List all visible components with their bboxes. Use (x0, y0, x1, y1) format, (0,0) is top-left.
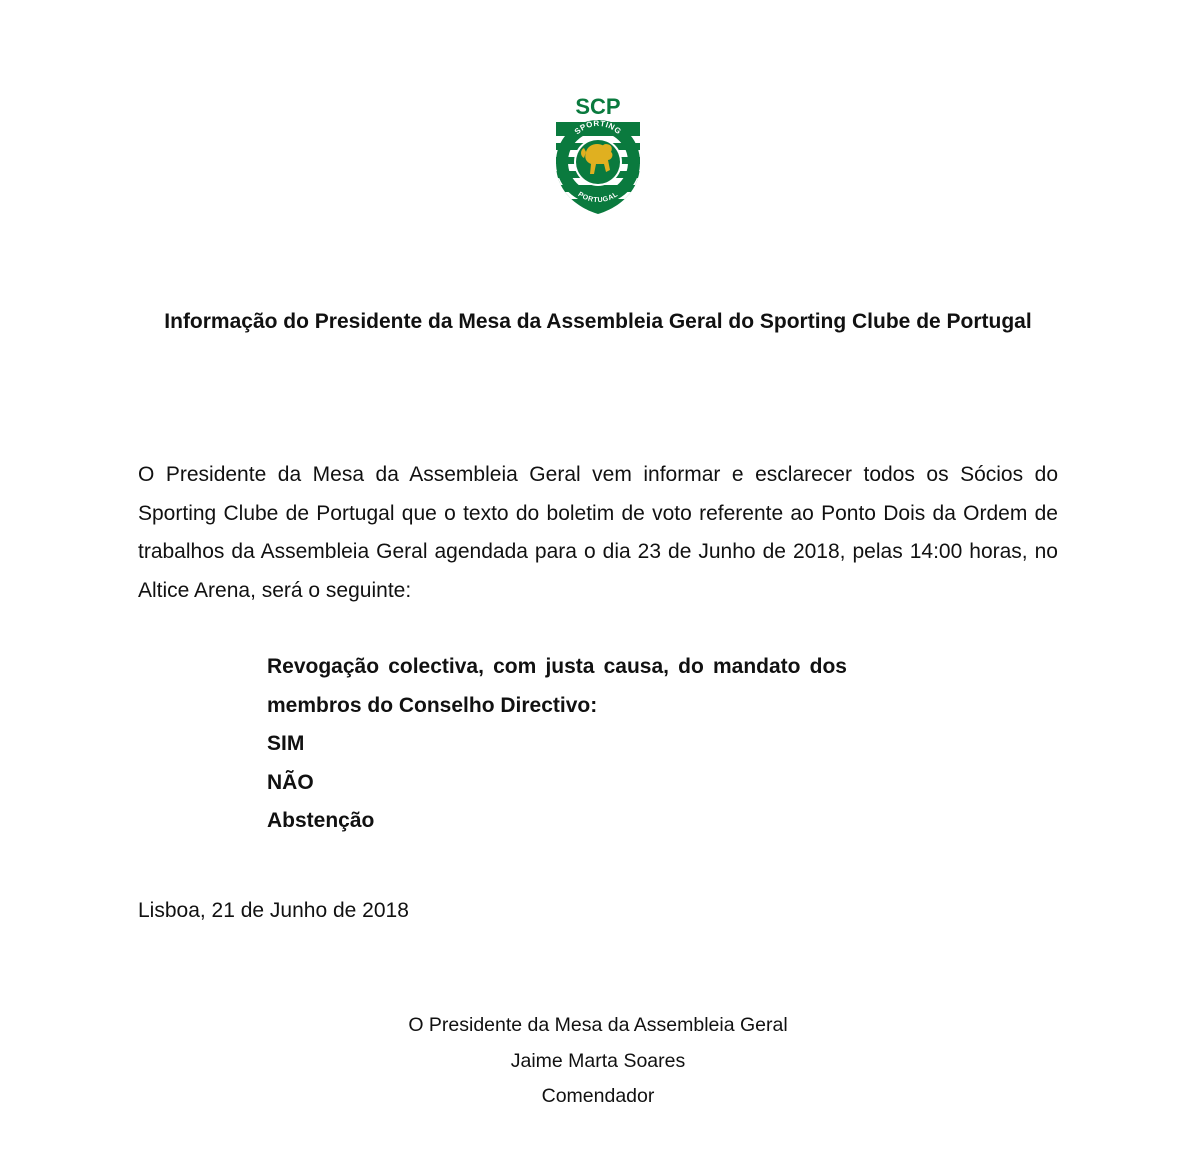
signature-role: O Presidente da Mesa da Assembleia Geral (408, 1014, 788, 1036)
ballot-option-abstention: Abstenção (267, 809, 375, 832)
logo-ring-bottom-text: PORTUGAL (576, 191, 620, 205)
sporting-crest-icon (548, 92, 648, 217)
signature-honorific: Comendador (541, 1085, 655, 1107)
sporting-logo (548, 92, 648, 217)
ballot-text (267, 648, 847, 841)
document-title: Informação do Presidente da Mesa da Assembleia Geral do Sporting Clube de Portugal (164, 310, 1032, 333)
signature-name: Jaime Marta Soares (510, 1049, 686, 1072)
ballot-option-no: NÃO (267, 770, 314, 794)
ballot-option-yes: SIM (267, 732, 305, 755)
logo-scp-text: SCP (575, 94, 621, 119)
logo-ring-top-text: SPORTING (572, 118, 624, 137)
ballot-question: Revogação colectiva, com justa causa, do mandato dos membros do Conselho Directivo: (267, 655, 847, 717)
body-paragraph: O Presidente da Mesa da Assembleia Geral vem informar e esclarecer todos os Sócios do Sporting Clube de Portugal que o texto do boletim de voto referente ao Ponto Dois da Ordem de trabalhos da Assembleia Geral agendada para o dia 23 de Junho de 2018, pelas 14:00 horas, no Altice Arena, será o seguinte: (138, 463, 1058, 602)
signature-block (300, 1008, 896, 1115)
document-date: Lisboa, 21 de Junho de 2018 (138, 899, 409, 922)
